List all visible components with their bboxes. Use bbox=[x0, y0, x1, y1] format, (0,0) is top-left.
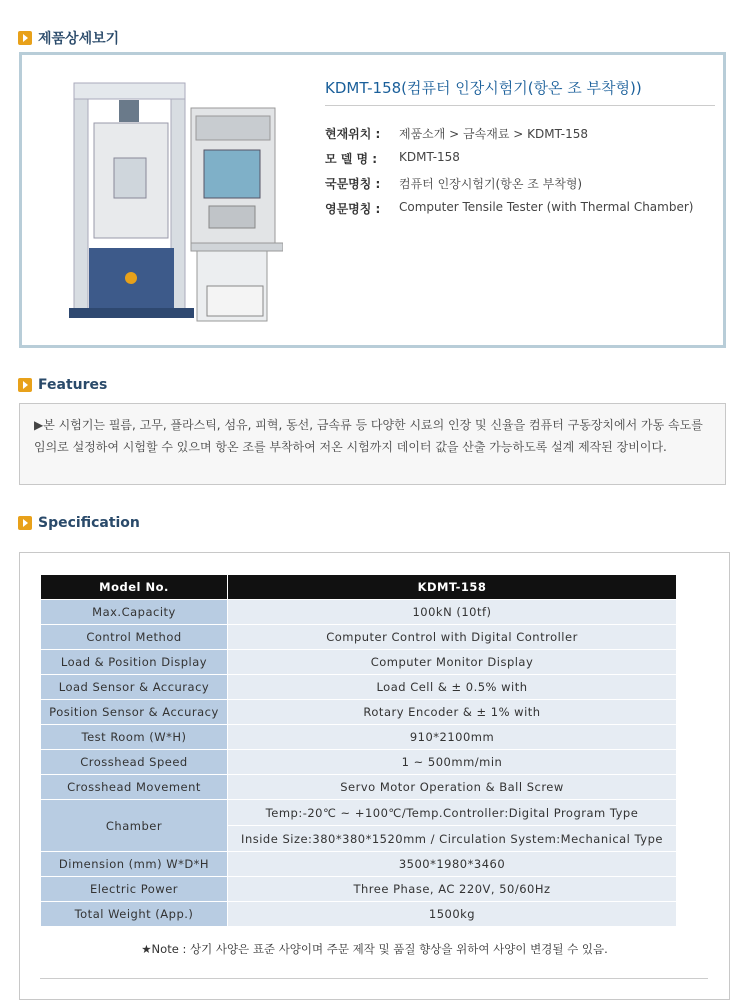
spec-value: 1500kg bbox=[228, 902, 677, 927]
table-row bbox=[41, 600, 677, 625]
spec-key: Load & Position Display bbox=[41, 650, 228, 675]
table-row bbox=[41, 650, 677, 675]
section-title-text: 제품상세보기 bbox=[38, 31, 120, 47]
specification-box bbox=[19, 552, 730, 1000]
spec-value: Load Cell & ± 0.5% with bbox=[228, 675, 677, 700]
section-title-specification bbox=[18, 513, 140, 533]
spec-key: Load Sensor & Accuracy bbox=[41, 675, 228, 700]
info-row-model bbox=[325, 150, 460, 167]
spec-key: Dimension (mm) W*D*H bbox=[41, 852, 228, 877]
table-row bbox=[41, 625, 677, 650]
product-detail-box bbox=[19, 52, 726, 348]
arrow-bullet-icon bbox=[18, 378, 32, 392]
table-row bbox=[41, 800, 677, 826]
spec-value: 100kN (10tf) bbox=[228, 600, 677, 625]
spec-header-cell: KDMT-158 bbox=[228, 575, 677, 600]
title-divider bbox=[325, 105, 715, 106]
section-title-text: Features bbox=[38, 377, 108, 393]
spec-value: 910*2100mm bbox=[228, 725, 677, 750]
spec-header-row bbox=[41, 575, 677, 600]
spec-value: Computer Control with Digital Controller bbox=[228, 625, 677, 650]
spec-key: Crosshead Movement bbox=[41, 775, 228, 800]
info-row-english-name bbox=[325, 200, 693, 217]
spec-value: 3500*1980*3460 bbox=[228, 852, 677, 877]
table-row bbox=[41, 877, 677, 902]
spec-value: 1 ~ 500mm/min bbox=[228, 750, 677, 775]
spec-key: Test Room (W*H) bbox=[41, 725, 228, 750]
table-row bbox=[41, 775, 677, 800]
spec-value: Servo Motor Operation & Ball Screw bbox=[228, 775, 677, 800]
info-row-korean-name bbox=[325, 175, 582, 192]
spec-value: Rotary Encoder & ± 1% with bbox=[228, 700, 677, 725]
info-value: 제품소개 > 금속재료 > KDMT-158 bbox=[399, 127, 589, 141]
table-row bbox=[41, 700, 677, 725]
section-title-features bbox=[18, 375, 107, 395]
features-text: ▶본 시험기는 필름, 고무, 플라스틱, 섬유, 피혁, 동선, 금속류 등 다양한 시료의 인장 및 신율을 컴퓨터 구동장치에서 가동 속도를 임의로 설정하여 시험할 수 있으며 항온 조를 부착하여 저온 시험까지 데이터 값을 산출 가능하도록 설계 제작된 장비이다. bbox=[34, 418, 703, 454]
info-row-location bbox=[325, 125, 588, 142]
table-row bbox=[41, 750, 677, 775]
spec-key: Position Sensor & Accuracy bbox=[41, 700, 228, 725]
info-label: 현재위치 : bbox=[325, 127, 381, 141]
spec-key: Max.Capacity bbox=[41, 600, 228, 625]
info-value: KDMT-158 bbox=[399, 150, 460, 164]
info-label: 영문명칭 : bbox=[325, 202, 381, 216]
spec-table bbox=[40, 574, 677, 927]
section-title-text: Specification bbox=[38, 515, 140, 531]
spec-header-cell: Model No. bbox=[41, 575, 228, 600]
spec-key: Chamber bbox=[41, 800, 228, 852]
info-label: 모 델 명 : bbox=[325, 152, 378, 166]
spec-key: Control Method bbox=[41, 625, 228, 650]
section-title-detail bbox=[18, 28, 119, 48]
spec-value: Three Phase, AC 220V, 50/60Hz bbox=[228, 877, 677, 902]
spec-value: Inside Size:380*380*1520mm / Circulation System:Mechanical Type bbox=[228, 826, 677, 852]
spec-note: ★Note : 상기 사양은 표준 사양이며 주문 제작 및 품질 향상을 위하여 사양이 변경될 수 있음. bbox=[141, 942, 608, 956]
info-label: 국문명칭 : bbox=[325, 177, 381, 191]
arrow-bullet-icon bbox=[18, 31, 32, 45]
spec-key: Crosshead Speed bbox=[41, 750, 228, 775]
info-value: 컴퓨터 인장시험기(항온 조 부착형) bbox=[399, 177, 583, 191]
table-row bbox=[41, 852, 677, 877]
spec-value: Computer Monitor Display bbox=[228, 650, 677, 675]
table-row bbox=[41, 902, 677, 927]
spec-key: Total Weight (App.) bbox=[41, 902, 228, 927]
product-title: KDMT-158(컴퓨터 인장시험기(항온 조 부착형)) bbox=[325, 79, 642, 97]
spec-divider bbox=[40, 978, 708, 979]
features-box bbox=[19, 403, 726, 485]
table-row bbox=[41, 725, 677, 750]
spec-value: Temp:-20℃ ~ +100℃/Temp.Controller:Digital Program Type bbox=[228, 800, 677, 826]
info-value: Computer Tensile Tester (with Thermal Chamber) bbox=[399, 200, 694, 214]
tensile-tester-image bbox=[69, 78, 283, 330]
table-row bbox=[41, 675, 677, 700]
arrow-bullet-icon bbox=[18, 516, 32, 530]
spec-key: Electric Power bbox=[41, 877, 228, 902]
